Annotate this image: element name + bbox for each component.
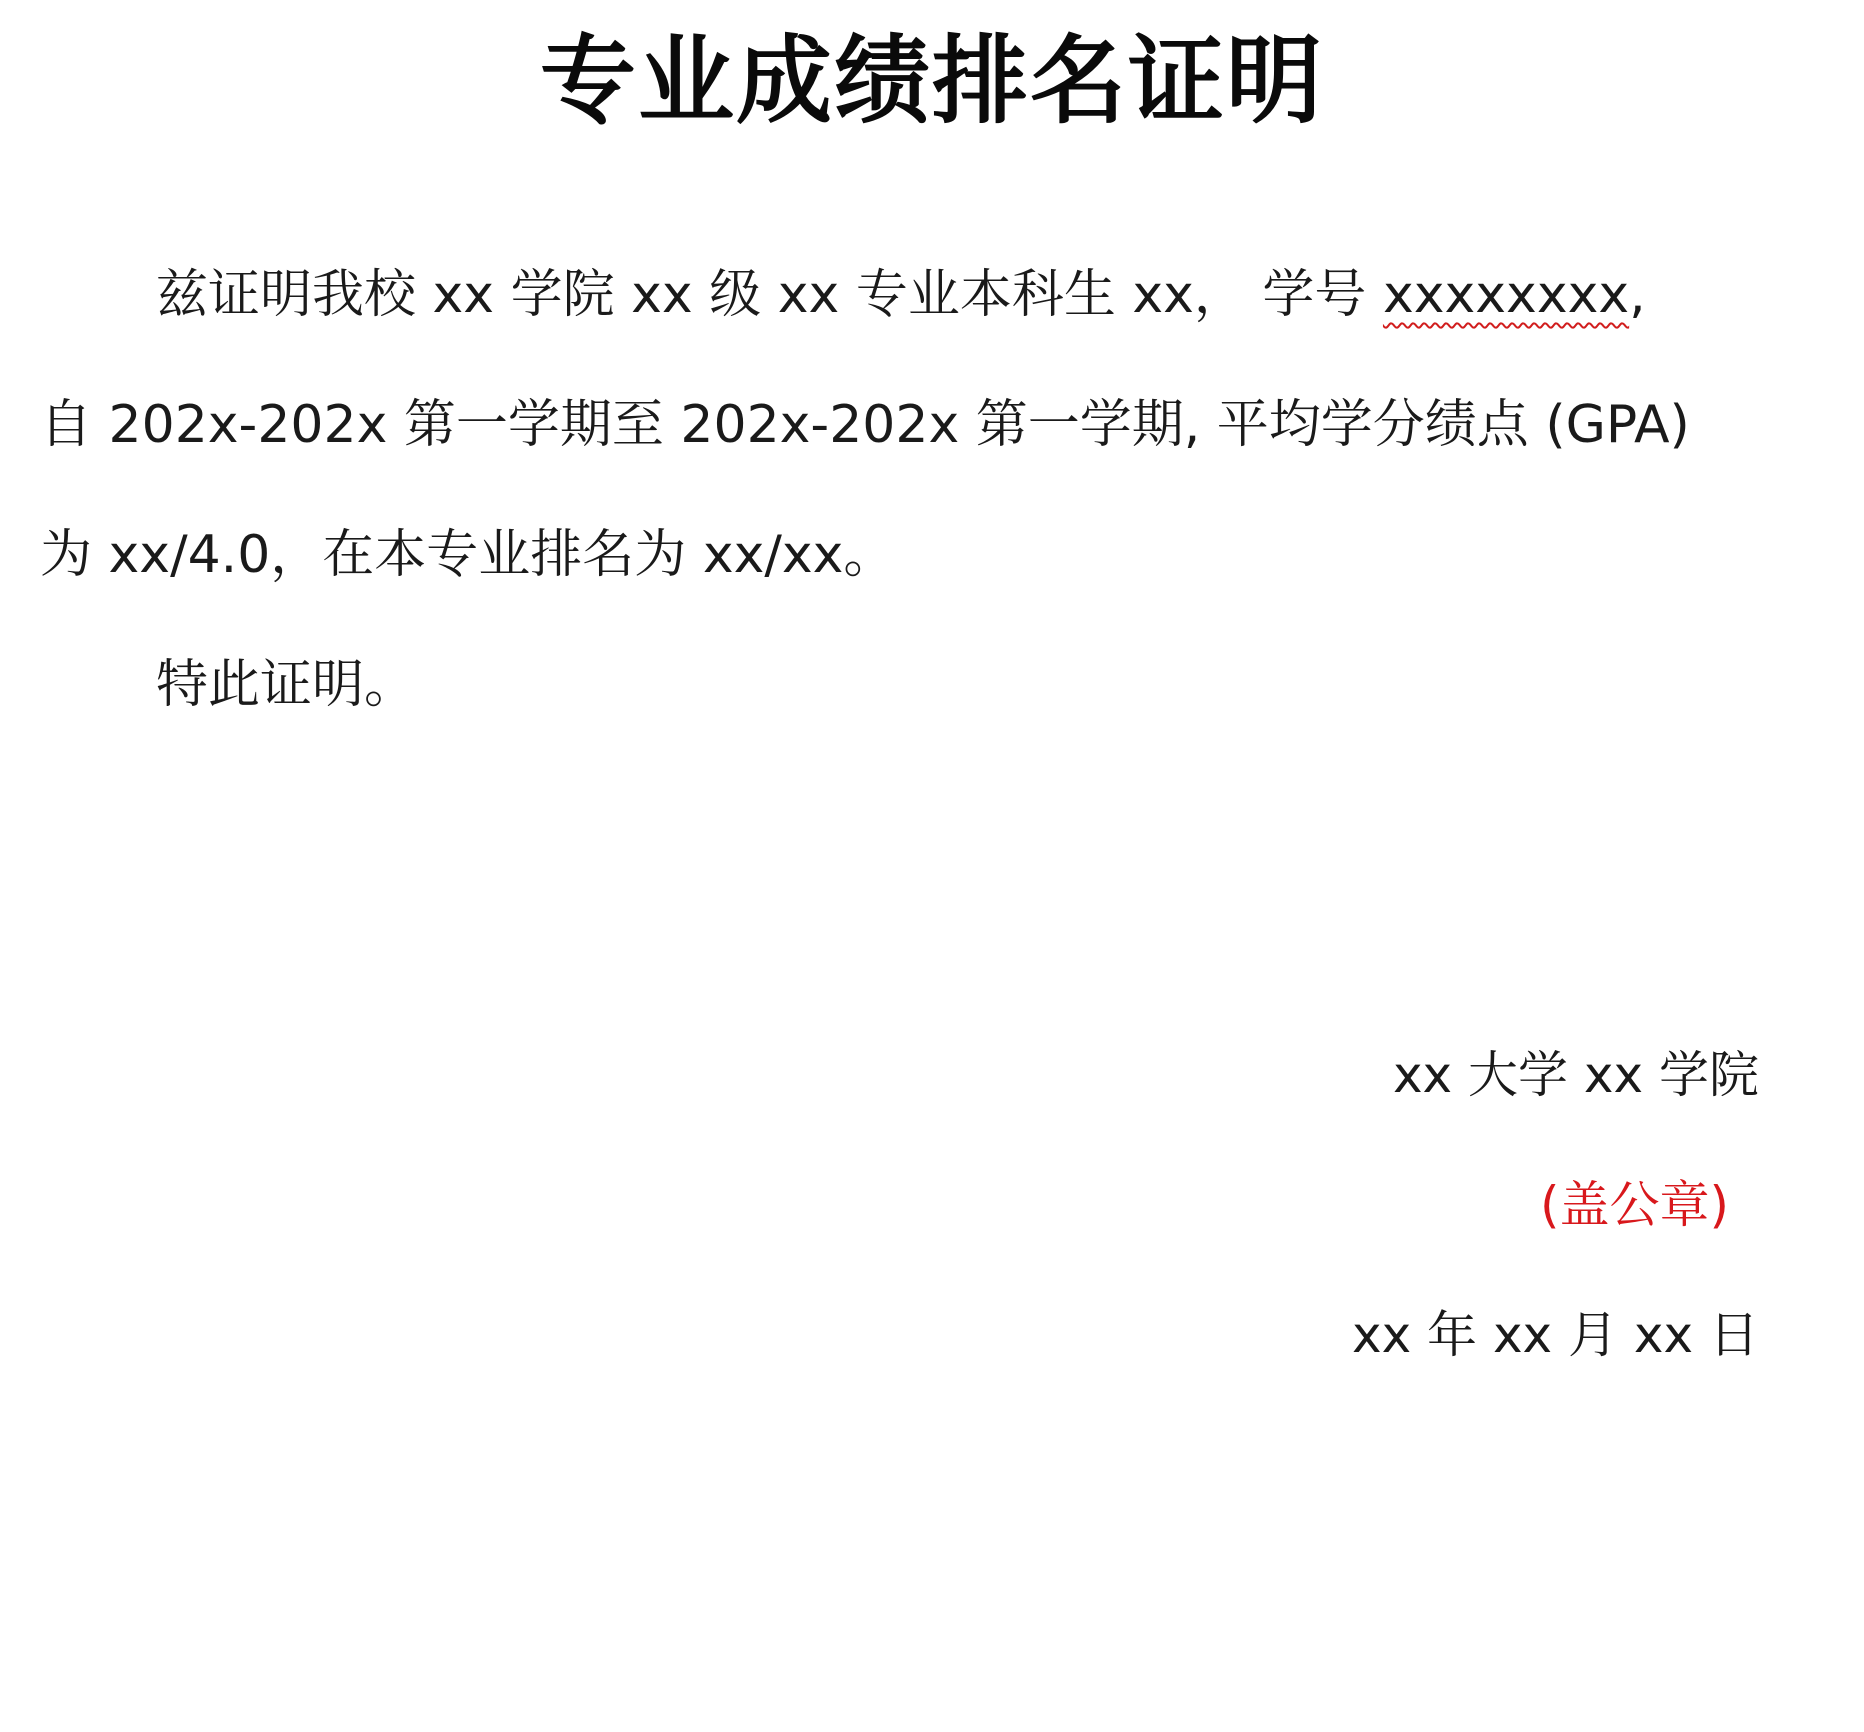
stamp-placeholder: (盖公章): [1539, 1176, 1729, 1234]
paragraph-line-1: [40, 230, 1800, 360]
certificate-paragraph: [40, 230, 1800, 620]
closing-statement: 特此证明。: [156, 655, 417, 715]
paragraph-line-3: 为 xx/4.0，在本专业排名为 xx/xx。: [40, 525, 896, 585]
paragraph-line-1-comma: ,: [1629, 265, 1646, 325]
signature-block: [1352, 1010, 1759, 1400]
student-id-value: xxxxxxxx: [1382, 265, 1630, 325]
issue-date: xx 年 xx 月 xx 日: [1351, 1306, 1759, 1364]
document-title: 专业成绩排名证明: [540, 25, 1324, 137]
paragraph-line-2: 自 202x-202x 第一学期至 202x-202x 第一学期, 平均学分绩点 (GPA): [40, 395, 1690, 455]
paragraph-line-1-text: 兹证明我校 xx 学院 xx 级 xx 专业本科生 xx， 学号: [156, 265, 1383, 325]
issuing-organization: xx 大学 xx 学院: [1392, 1046, 1759, 1104]
